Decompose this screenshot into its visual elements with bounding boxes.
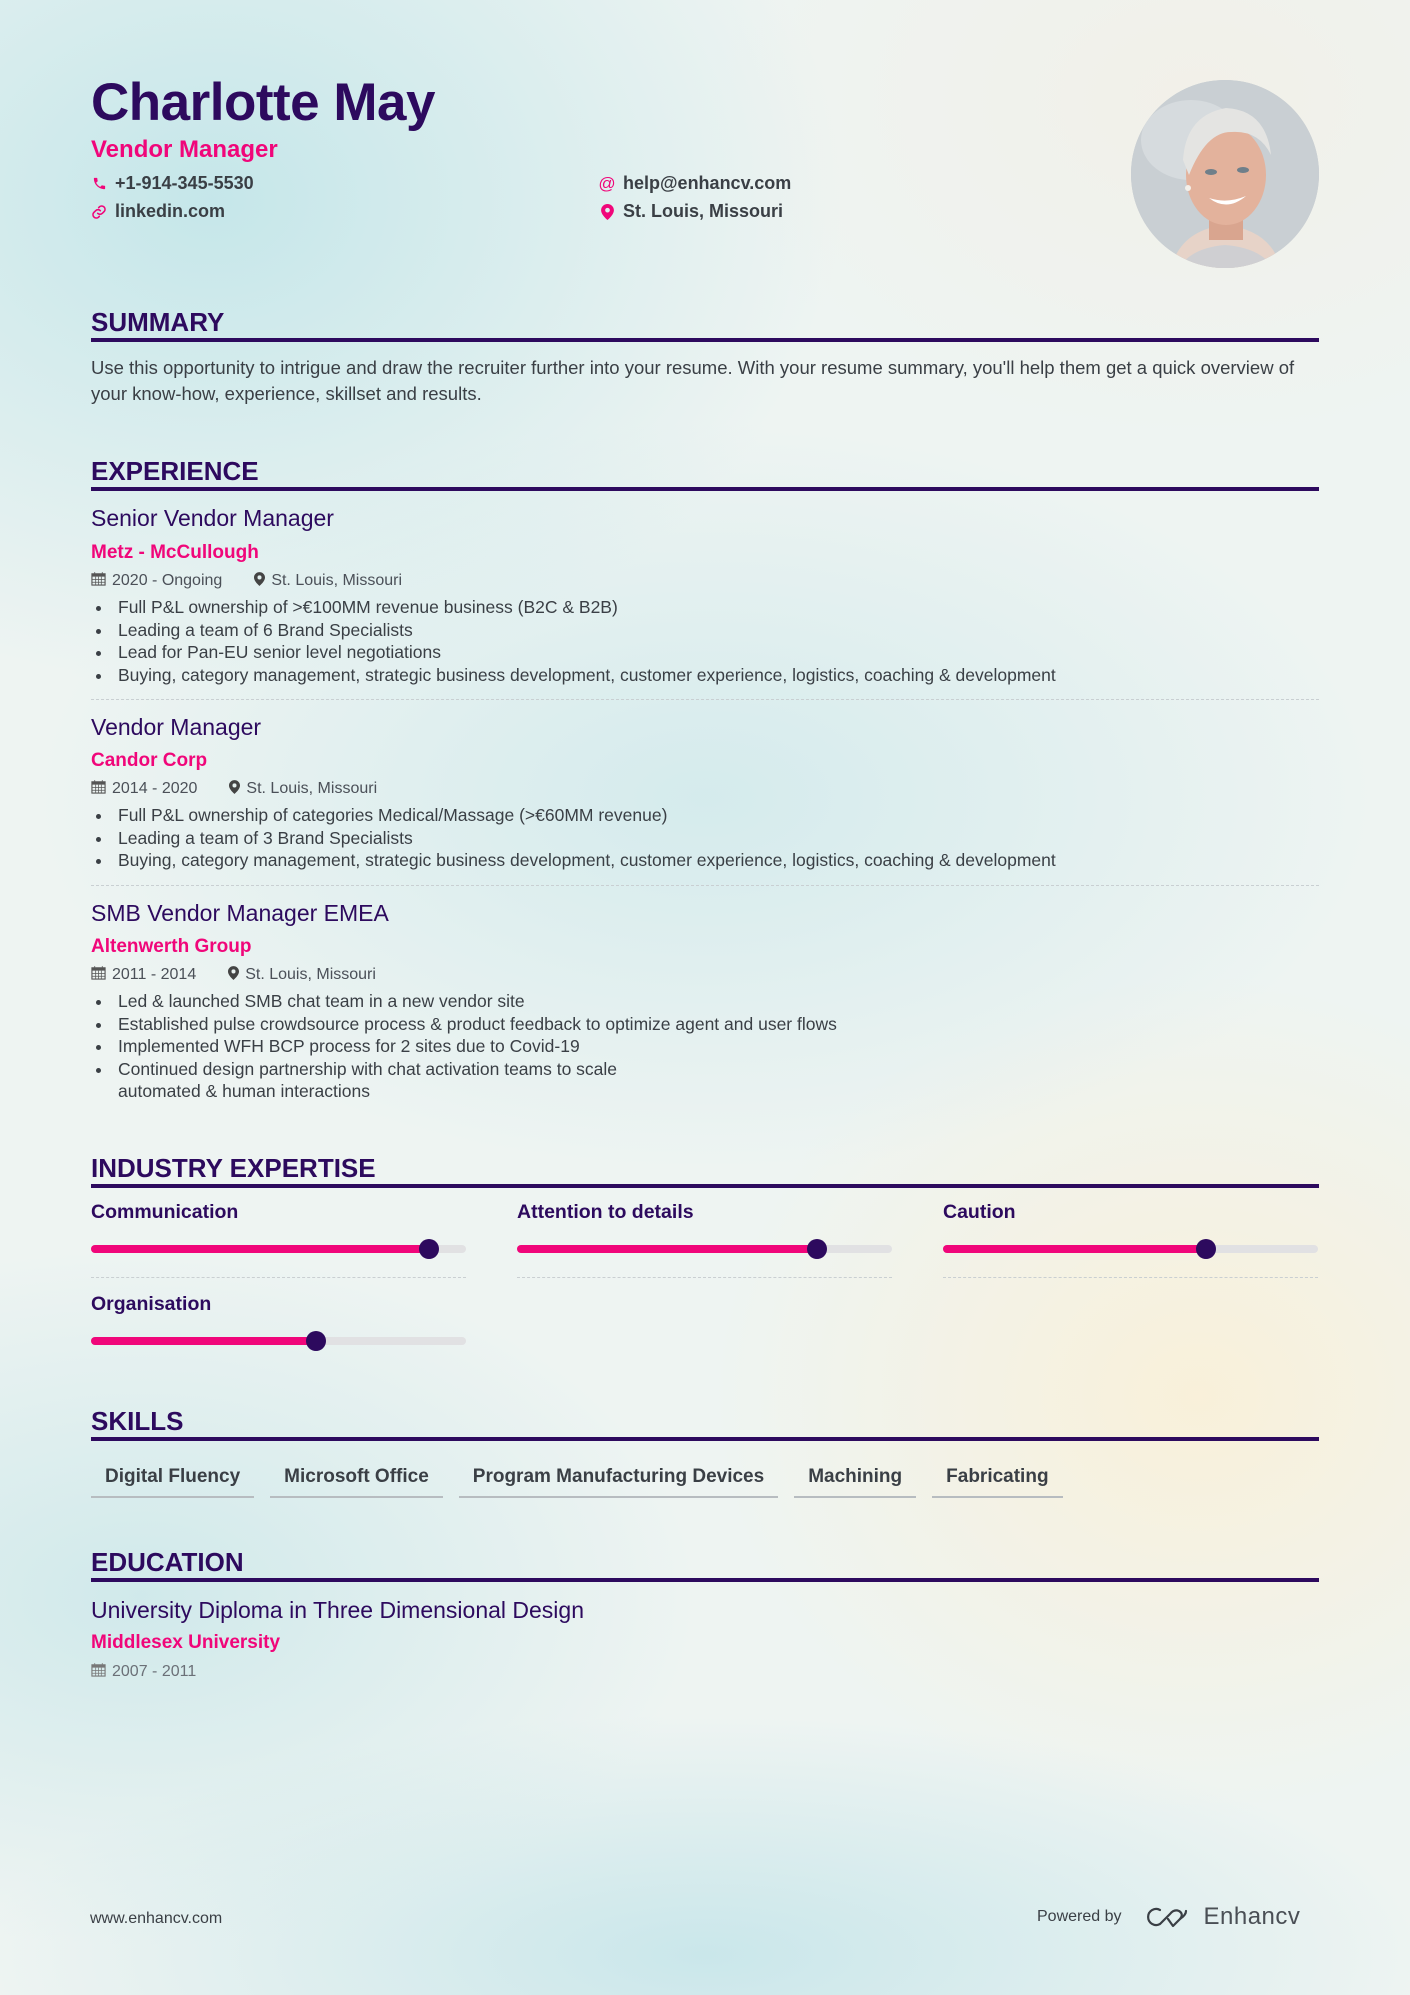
divider xyxy=(91,885,1319,886)
job-bullets xyxy=(91,596,1056,686)
divider xyxy=(943,1277,1318,1278)
enhancv-logo-icon xyxy=(1146,1905,1192,1929)
website-text: linkedin.com xyxy=(115,201,226,221)
job-company: Altenwerth Group xyxy=(91,936,252,957)
expertise-knob xyxy=(1196,1239,1216,1259)
brand-name: Enhancv xyxy=(1203,1903,1301,1930)
summary-text: Use this opportunity to intrigue and draw the recruiter further into your resume. With your resume summary, you'll help them get a quick overview of your know-how, experience, skillset and results. xyxy=(91,357,1295,404)
location-text: St. Louis, Missouri xyxy=(623,201,784,221)
at-icon: @ xyxy=(598,173,616,193)
avatar xyxy=(1131,80,1319,268)
expertise-item-caution xyxy=(943,1201,1318,1253)
bullet-item: Buying, category management, strategic business development, customer experience, logistics, coaching & development xyxy=(91,664,1056,687)
section-heading-expertise: INDUSTRY EXPERTISE xyxy=(91,1152,1319,1188)
footer-branding[interactable] xyxy=(1037,1903,1300,1931)
expertise-slider xyxy=(517,1245,892,1253)
bullet-item: Lead for Pan-EU senior level negotiations xyxy=(91,641,1056,664)
job-bullets xyxy=(91,804,1056,872)
divider xyxy=(517,1277,892,1278)
email-text: help@enhancv.com xyxy=(623,173,792,193)
job-dates: 2011 - 2014 xyxy=(112,966,197,983)
contact-email[interactable] xyxy=(599,173,791,194)
expertise-slider xyxy=(91,1337,466,1345)
job-dates: 2020 - Ongoing xyxy=(112,572,223,589)
job-location: St. Louis, Missouri xyxy=(245,966,376,983)
job-location: St. Louis, Missouri xyxy=(246,780,378,797)
skill-tag: Digital Fluency xyxy=(91,1466,254,1498)
location-pin-icon xyxy=(229,780,240,799)
expertise-slider xyxy=(91,1245,466,1253)
expertise-item-organisation xyxy=(91,1293,466,1345)
expertise-label: Communication xyxy=(91,1201,239,1223)
divider xyxy=(91,699,1319,700)
bullet-item: Leading a team of 3 Brand Specialists xyxy=(91,827,1056,850)
contact-phone[interactable] xyxy=(91,173,254,194)
job-bullets xyxy=(91,990,837,1103)
phone-icon xyxy=(91,176,107,192)
skills-list xyxy=(91,1466,1063,1498)
enhancv-logo xyxy=(1146,1903,1301,1931)
job-meta xyxy=(91,965,376,985)
expertise-label: Caution xyxy=(943,1201,1016,1223)
candidate-title: Vendor Manager xyxy=(91,136,278,163)
expertise-label: Organisation xyxy=(91,1293,212,1315)
section-heading-education: EDUCATION xyxy=(91,1546,1319,1582)
job-company: Candor Corp xyxy=(91,750,208,771)
contact-website[interactable] xyxy=(91,201,225,222)
calendar-icon xyxy=(91,779,106,799)
expertise-knob xyxy=(306,1331,326,1351)
profile-photo xyxy=(1131,80,1319,268)
expertise-fill xyxy=(91,1245,429,1253)
bullet-item: Implemented WFH BCP process for 2 sites due to Covid-19 xyxy=(91,1035,691,1058)
skill-tag: Microsoft Office xyxy=(270,1466,443,1498)
divider xyxy=(91,1277,466,1278)
skill-tag: Program Manufacturing Devices xyxy=(459,1466,778,1498)
powered-by-text: Powered by xyxy=(1037,1908,1122,1925)
bullet-item: Buying, category management, strategic business development, customer experience, logistics, coaching & development xyxy=(91,849,1056,872)
candidate-name: Charlotte May xyxy=(91,73,435,132)
expertise-knob xyxy=(807,1239,827,1259)
education-dates: 2007 - 2011 xyxy=(112,1663,197,1680)
location-pin-icon xyxy=(228,966,239,985)
section-heading-experience: EXPERIENCE xyxy=(91,455,1319,491)
job-dates: 2014 - 2020 xyxy=(112,780,198,797)
location-pin-icon xyxy=(254,572,265,591)
location-pin-icon xyxy=(599,204,615,220)
expertise-fill xyxy=(943,1245,1206,1253)
education-school: Middlesex University xyxy=(91,1632,281,1653)
education-degree: University Diploma in Three Dimensional Design xyxy=(91,1597,584,1623)
expertise-item-communication xyxy=(91,1201,466,1253)
section-heading-summary: SUMMARY xyxy=(91,306,1319,342)
job-role: Senior Vendor Manager xyxy=(91,505,334,531)
job-location: St. Louis, Missouri xyxy=(271,572,403,589)
education-meta xyxy=(91,1662,196,1682)
calendar-icon xyxy=(91,965,106,985)
bullet-item: Full P&L ownership of >€100MM revenue business (B2C & B2B) xyxy=(91,596,1056,619)
calendar-icon xyxy=(91,1662,106,1682)
expertise-label: Attention to details xyxy=(517,1201,694,1223)
expertise-fill xyxy=(517,1245,817,1253)
job-company: Metz - McCullough xyxy=(91,542,259,563)
job-meta xyxy=(91,779,377,799)
bullet-item: Established pulse crowdsource process & product feedback to optimize agent and user flows xyxy=(91,1013,691,1036)
contact-location xyxy=(599,201,783,222)
job-role: Vendor Manager xyxy=(91,714,262,740)
link-icon xyxy=(91,204,107,220)
job-role: SMB Vendor Manager EMEA xyxy=(91,900,389,926)
job-meta xyxy=(91,571,402,591)
expertise-knob xyxy=(419,1239,439,1259)
expertise-slider xyxy=(943,1245,1318,1253)
phone-text: +1-914-345-5530 xyxy=(115,173,254,193)
calendar-icon xyxy=(91,571,106,591)
bullet-item: Leading a team of 6 Brand Specialists xyxy=(91,619,1056,642)
footer-website-link[interactable]: www.enhancv.com xyxy=(90,1910,223,1927)
expertise-fill xyxy=(91,1337,316,1345)
bullet-item: Led & launched SMB chat team in a new vendor site xyxy=(91,990,691,1013)
skill-tag: Fabricating xyxy=(932,1466,1062,1498)
expertise-item-attention xyxy=(517,1201,892,1253)
skill-tag: Machining xyxy=(794,1466,916,1498)
section-heading-skills: SKILLS xyxy=(91,1405,1319,1441)
bullet-item: Full P&L ownership of categories Medical/Massage (>€60MM revenue) xyxy=(91,804,1056,827)
bullet-item: Continued design partnership with chat activation teams to scale automated & human interactions xyxy=(91,1058,691,1103)
